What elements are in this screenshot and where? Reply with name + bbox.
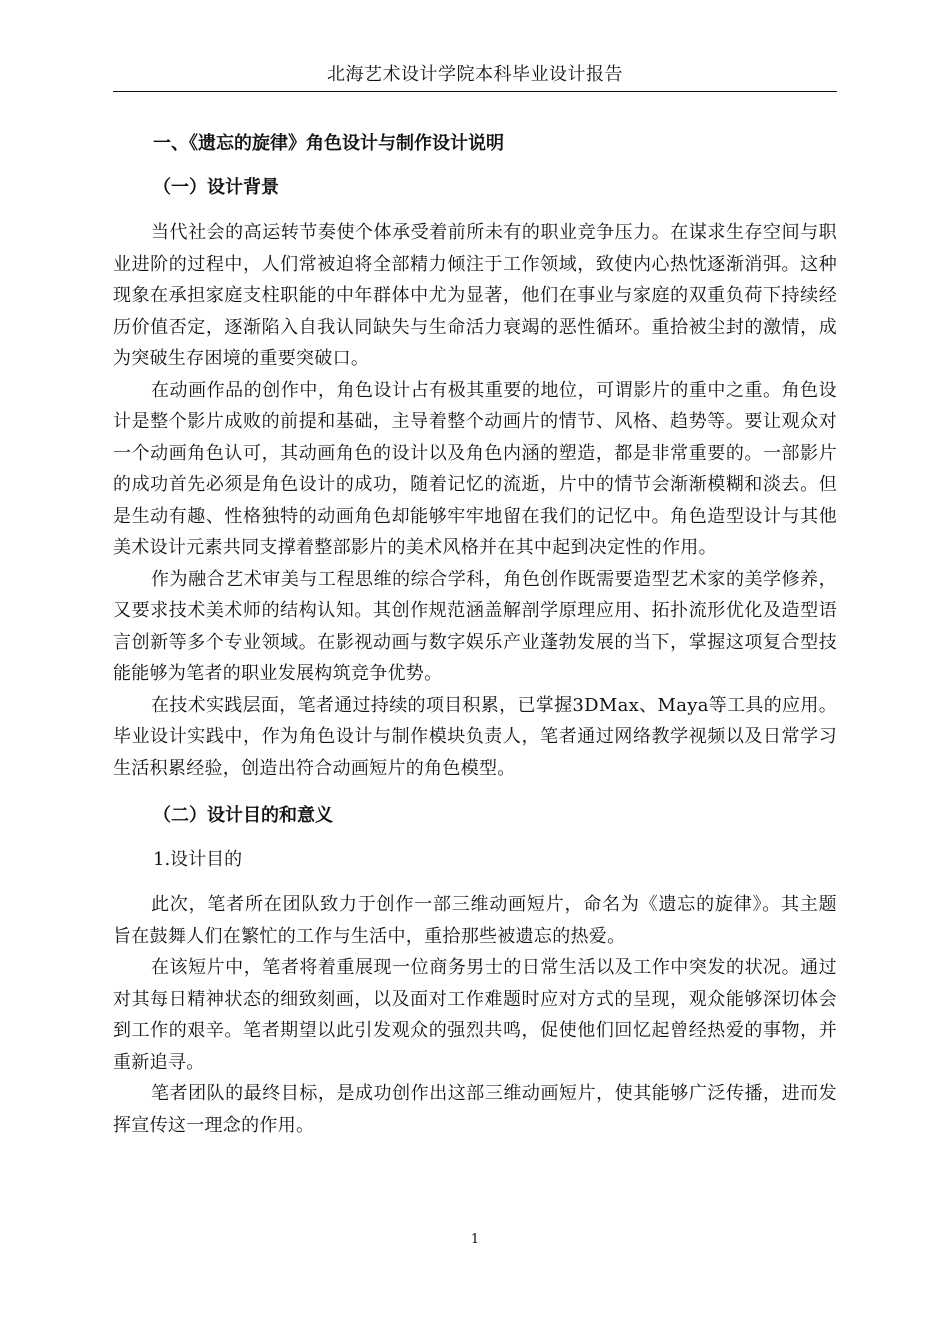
subsection-title-purpose: （二）设计目的和意义 [153,805,333,826]
paragraph: 在技术实践层面，笔者通过持续的项目积累，已掌握3DMax、Maya等工具的应用。毕业设计实践中，作为角色设计与制作模块负责人，笔者通过网络教学视频以及日常学习生活积累经验，创造出符合动画短片的角色模型。 [113,694,837,779]
subsubsection-title-goal: 1.设计目的 [153,849,243,870]
section-title: 一、《遗忘的旋律》角色设计与制作设计说明 [153,133,504,154]
paragraph: 笔者团队的最终目标，是成功创作出这部三维动画短片，使其能够广泛传播，进而发挥宣传这一理念的作用。 [113,1083,837,1136]
paragraph: 在动画作品的创作中，角色设计占有极其重要的地位，可谓影片的重中之重。角色设计是整个影片成败的前提和基础，主导着整个动画片的情节、风格、趋势等。要让观众对一个动画角色认可，其动画角色的设计以及角色内涵的塑造，都是非常重要的。一部影片的成功首先必须是角色设计的成功，随着记忆的流逝，片中的情节会渐渐模糊和淡去。但是生动有趣、性格独特的动画角色却能够牢牢地留在我们的记忆中。角色造型设计与其他美术设计元素共同支撑着整部影片的美术风格并在其中起到决定性的作用。 [113,379,837,558]
paragraph: 此次，笔者所在团队致力于创作一部三维动画短片，命名为《遗忘的旋律》。其主题旨在鼓舞人们在繁忙的工作与生活中，重拾那些被遗忘的热爱。 [113,894,837,947]
paragraph: 作为融合艺术审美与工程思维的综合学科，角色创作既需要造型艺术家的美学修养，又要求技术美术师的结构认知。其创作规范涵盖解剖学原理应用、拓扑流形优化及造型语言创新等多个专业领域。在影视动画与数字娱乐产业蓬勃发展的当下，掌握这项复合型技能能够为笔者的职业发展构筑竞争优势。 [113,568,837,684]
paragraph: 当代社会的高运转节奏使个体承受着前所未有的职业竞争压力。在谋求生存空间与职业进阶的过程中，人们常被迫将全部精力倾注于工作领域，致使内心热忱逐渐消弭。这种现象在承担家庭支柱职能的中年群体中尤为显著，他们在事业与家庭的双重负荷下持续经历价值否定，逐渐陷入自我认同缺失与生命活力衰竭的恶性循环。重拾被尘封的激情，成为突破生存困境的重要突破口。 [113,222,837,369]
page-number: 1 [470,1232,480,1247]
running-header: 北海艺术设计学院本科毕业设计报告 [327,64,623,85]
paragraph: 在该短片中，笔者将着重展现一位商务男士的日常生活以及工作中突发的状况。通过对其每日精神状态的细致刻画，以及面对工作难题时应对方式的呈现，观众能够深切体会到工作的艰辛。笔者期望以此引发观众的强烈共鸣，促使他们回忆起曾经热爱的事物，并重新追寻。 [113,957,837,1073]
header-rule [113,91,837,92]
document-body [113,129,837,1141]
subsection-title-background: （一）设计背景 [153,177,279,198]
